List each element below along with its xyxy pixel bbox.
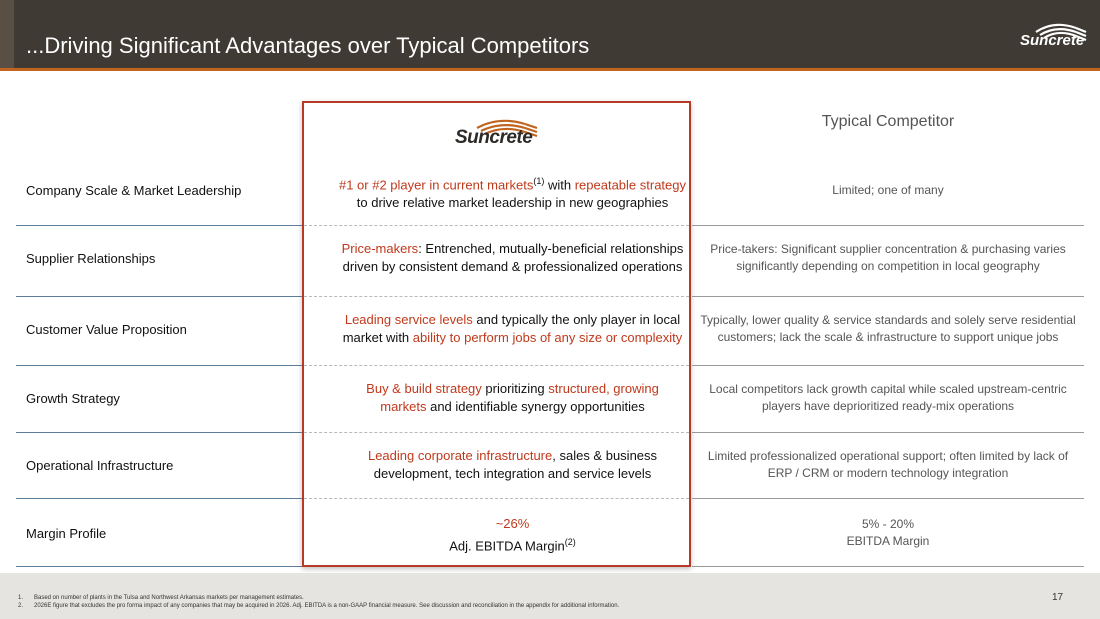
row-separator-left xyxy=(16,296,302,297)
suncrete-cell xyxy=(320,172,705,212)
competitor-cell-line: players have deprioritized ready-mix operations xyxy=(761,398,1015,413)
footnote-ref: (1) xyxy=(533,175,545,186)
header-rule xyxy=(0,68,1100,71)
competitor-cell-line: EBITDA Margin xyxy=(846,533,930,548)
highlighted-text: Leading service levels xyxy=(344,311,473,327)
suncrete-cell xyxy=(320,311,705,347)
highlighted-text: Price-makers xyxy=(341,240,419,256)
row-label: Margin Profile xyxy=(26,525,107,541)
suncrete-cell-line xyxy=(320,398,705,416)
suncrete-cell-line xyxy=(320,380,705,398)
footnote xyxy=(18,603,619,609)
row-separator-mid xyxy=(304,365,689,366)
footnote-text: 2026E figure that excludes the pro forma impact of any companies that may be acquired in 2026. Adj. EBITDA is a non-GAAP financial measure. See discussion and reconciliation in the appendix for additional information. xyxy=(34,603,620,609)
competitor-cell-line: significantly depending on competition in local geography xyxy=(736,258,1040,273)
row-separator-left xyxy=(16,225,302,226)
row-separator-right xyxy=(692,566,1084,567)
suncrete-cell-line xyxy=(320,172,705,194)
table-row xyxy=(16,500,1086,567)
highlighted-text: #1 or #2 player in current markets xyxy=(338,176,534,192)
competitor-cell xyxy=(700,182,1076,199)
header-accent-bar xyxy=(0,0,14,70)
suncrete-brand-text: Suncrete xyxy=(455,127,533,148)
row-separator-right xyxy=(692,498,1084,499)
suncrete-cell-line xyxy=(320,515,705,533)
row-label: Operational Infrastructure xyxy=(26,457,174,473)
suncrete-cell xyxy=(320,515,705,555)
table-row xyxy=(16,225,1086,292)
competitor-cell-line: ERP / CRM or modern technology integration xyxy=(767,465,1009,480)
competitor-cell-line: Local competitors lack growth capital while scaled upstream-centric xyxy=(709,381,1067,396)
cell-text: Adj. EBITDA Margin xyxy=(449,537,565,553)
page-number: 17 xyxy=(1052,592,1064,603)
cell-text: driven by consistent demand & professionalized operations xyxy=(342,258,683,274)
highlighted-text: ~26% xyxy=(495,515,530,531)
competitor-cell-line: Price-takers: Significant supplier concentration & purchasing varies xyxy=(710,241,1066,256)
highlighted-text: markets xyxy=(380,398,427,414)
highlighted-text: structured, growing xyxy=(548,380,659,396)
table-row xyxy=(16,296,1086,363)
competitor-cell xyxy=(700,381,1076,415)
cell-text: with xyxy=(544,176,575,192)
footnote-number: 2. xyxy=(18,603,24,609)
highlighted-text: Buy & build strategy xyxy=(366,380,482,396)
suncrete-cell-line xyxy=(320,311,705,329)
row-label: Company Scale & Market Leadership xyxy=(26,182,242,198)
row-separator-left xyxy=(16,365,302,366)
row-separator-left xyxy=(16,498,302,499)
competitor-cell-line: Typically, lower quality & service standards and solely serve residential xyxy=(700,312,1076,327)
slide-title: ...Driving Significant Advantages over Typical Competitors xyxy=(26,33,590,58)
slide-header xyxy=(0,0,1100,70)
row-separator-mid xyxy=(304,432,689,433)
suncrete-cell xyxy=(320,380,705,416)
table-row xyxy=(16,432,1086,499)
cell-text: prioritizing xyxy=(481,380,549,396)
competitor-column-header: Typical Competitor xyxy=(821,113,955,130)
suncrete-cell-line xyxy=(320,258,705,276)
competitor-cell xyxy=(700,312,1076,346)
cell-text: and typically the only player in local xyxy=(472,311,681,327)
suncrete-cell-line xyxy=(320,533,705,555)
table-row xyxy=(16,365,1086,432)
row-separator-mid xyxy=(304,296,689,297)
cell-text: , sales & business xyxy=(552,447,658,463)
highlighted-text: ability to perform jobs of any size or complexity xyxy=(412,329,683,345)
row-label: Supplier Relationships xyxy=(26,250,156,266)
footnote-ref: (2) xyxy=(564,536,576,547)
highlighted-text: repeatable strategy xyxy=(574,176,686,192)
row-separator-left xyxy=(16,432,302,433)
row-separator-mid xyxy=(304,498,689,499)
competitor-cell-line: Limited; one of many xyxy=(832,182,944,197)
suncrete-cell xyxy=(320,447,705,483)
cell-text: market with xyxy=(342,329,413,345)
cell-text: to drive relative market leadership in new geographies xyxy=(356,194,669,210)
table-row xyxy=(16,157,1086,224)
row-separator-right xyxy=(692,365,1084,366)
row-separator-right xyxy=(692,296,1084,297)
competitor-cell xyxy=(700,516,1076,550)
header-logo-text: Suncrete xyxy=(1020,32,1085,49)
row-label: Growth Strategy xyxy=(26,390,120,406)
competitor-cell xyxy=(700,241,1076,275)
row-separator-right xyxy=(692,225,1084,226)
competitor-cell xyxy=(700,448,1076,482)
suncrete-cell xyxy=(320,240,705,276)
row-separator-mid xyxy=(304,225,689,226)
cell-text: : Entrenched, mutually-beneficial relationships xyxy=(418,240,684,256)
row-separator-left xyxy=(16,566,302,567)
competitor-cell-line: 5% - 20% xyxy=(861,516,915,531)
cell-text: and identifiable synergy opportunities xyxy=(426,398,645,414)
footnote-text: Based on number of plants in the Tulsa and Northwest Arkansas markets per management estimates. xyxy=(34,595,304,601)
highlighted-text: Leading corporate infrastructure xyxy=(367,447,553,463)
suncrete-cell-line xyxy=(320,194,705,212)
row-label: Customer Value Proposition xyxy=(26,321,187,337)
competitor-cell-line: Limited professionalized operational support; often limited by lack of xyxy=(707,448,1069,463)
suncrete-cell-line xyxy=(320,447,705,465)
suncrete-cell-line xyxy=(320,240,705,258)
competitor-cell-line: customers; lack the scale & infrastructure to support unique jobs xyxy=(717,329,1059,344)
footnote-number: 1. xyxy=(18,595,24,601)
suncrete-cell-line xyxy=(320,329,705,347)
footnote xyxy=(18,595,304,601)
row-separator-right xyxy=(692,432,1084,433)
suncrete-cell-line xyxy=(320,465,705,483)
cell-text: development, tech integration and service levels xyxy=(373,465,652,481)
